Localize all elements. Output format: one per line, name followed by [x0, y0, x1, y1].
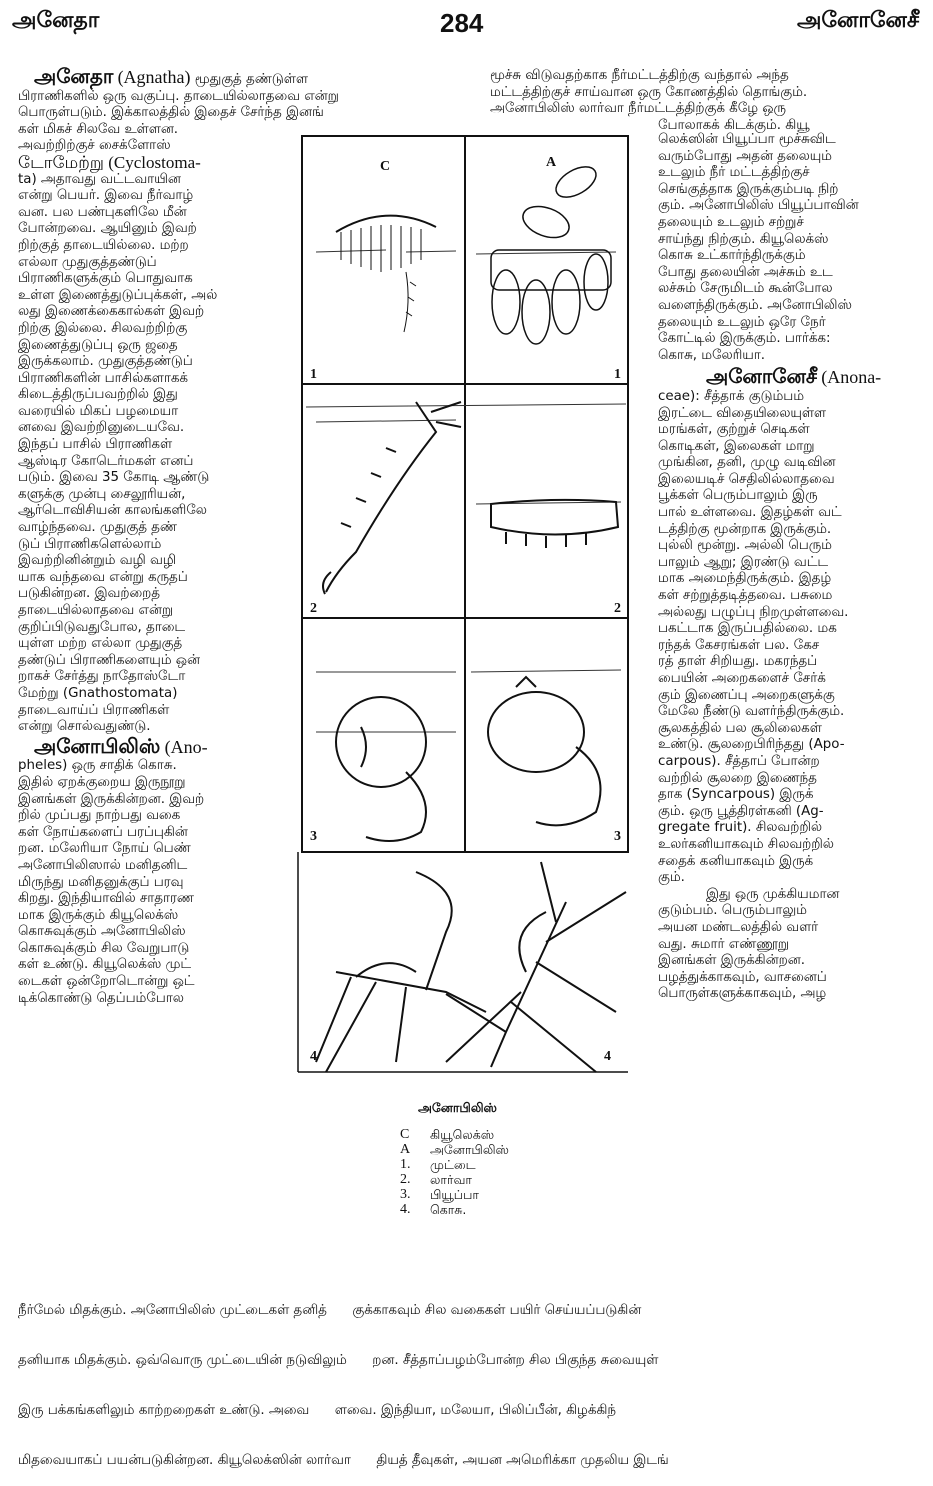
row-number-4-right: 4 [604, 1049, 611, 1064]
legend-label: கியூலெக்ஸ் [430, 1127, 495, 1142]
text-line: இணைத்துடுப்பு ஒரு ஜதை [18, 337, 178, 353]
text-line: பகட்டாக இருப்பதில்லை. மக [658, 621, 837, 637]
text-line: கொசுவுக்கும் சில வேறுபாடு [18, 940, 190, 956]
text-line: பிராணிகளுக்கும் பொதுவாக [18, 271, 193, 287]
text-line: மேலே நீண்டு வளர்ந்திருக்கும். [658, 704, 845, 720]
text-line: தாடைவாய்ப் பிராணிகள் [18, 702, 170, 718]
text-line: கொடிகள், இலைகள் மாறு [658, 438, 815, 454]
legend-label: கொசு. [430, 1202, 467, 1217]
text-line: இனங்கள் இருக்கின்றன. [658, 953, 805, 969]
text-line: ஆஸ்டிர கோடெர்மகள் எனப் [18, 453, 194, 469]
culex-egg-raft [336, 216, 436, 332]
text-line: றிற்குத் தாடையில்லை. மற்ற [18, 237, 189, 253]
text-line: போலாகக் கிடக்கும். கியூ [658, 117, 810, 133]
panel-label-c: C [380, 159, 391, 174]
page-number: 284 [440, 8, 484, 38]
text-line: பால் உள்ளவை. இதழ்கள் வட் [658, 505, 842, 521]
text-line: carpous). சீத்தாப் போன்ற [658, 753, 820, 769]
text-line: கும். அனோபிலிஸ் பியூப்பாவின் [658, 198, 859, 214]
text-line: தலையும் உடலும் சற்றுச் [658, 214, 804, 230]
text-line: இதில் ஏறக்குறைய இருநூறு [18, 774, 186, 790]
text-line: வரும்போது அதன் தலையும் [658, 148, 832, 164]
header-left-word: அனேதா [12, 8, 100, 33]
text-line: மரங்கள், குற்றுச் செடிகள் [658, 422, 810, 438]
legend-label: முட்டை [430, 1157, 476, 1172]
text-line: கிடைத்திருப்பவற்றில் இது [18, 387, 178, 403]
text-line: இரு பக்கங்களிலும் காற்றறைகள் உண்டு. அவை ளவை. இந்தியா, மலேயா, பிலிப்பீன், கிழக்கிந் [18, 1402, 616, 1418]
row-number-1-right: 1 [614, 367, 621, 382]
text-line: இலையடிச் செதிலில்லாதவை [658, 471, 835, 487]
entry-agnatha-latin: (Agnatha) [117, 67, 191, 87]
text-line: பொருள்படும். இக்காலத்தில் இதைச் சேர்ந்த இனங் [18, 105, 324, 121]
text-line: னவை இவற்றினுடையவே. [18, 420, 185, 436]
text-line: மாக இருக்கும் கியூலெக்ஸ் [18, 907, 179, 923]
text-line: றாகச் சேர்த்து நாதோஸ்டோ [18, 669, 186, 685]
text-line: குறிப்பிடுவதுபோல, தாடை [18, 619, 186, 635]
text-line: கள் மிகச் சிலவே உள்ளன. [18, 121, 179, 137]
entry-agnatha-title: அனேதா [34, 64, 114, 88]
text-line: கொசு, மலேரியா. [658, 347, 766, 363]
text-line: கொசு உட்கார்ந்திருக்கும் [658, 248, 806, 264]
entry-anopheles-latin: (Ano- [164, 736, 208, 757]
text-line: உலர்கனியாகவும் சிலவற்றில் [658, 836, 834, 852]
text-line: ஆர்டொவிசியன் காலங்களிலே [18, 503, 207, 519]
entry-anonaceae-heading [658, 364, 930, 389]
text-line: ரந்தக் கேசரங்கள் பல. கேச [658, 637, 820, 653]
text-line: எல்லா முதுகுத்தண்டுப் [18, 254, 157, 270]
text-line: தனியாக மிதக்கும். ஒவ்வொரு முட்டையின் நடுவிலும் றன. சீத்தாப்பழம்போன்ற சில பிகுந்த சுவையுள் [18, 1352, 659, 1368]
legend-item [400, 1172, 509, 1187]
text-line: லது இணைக்கைகால்கள் இவற் [18, 304, 205, 320]
text-line: றில் முப்பது நாற்பது வகை [18, 808, 181, 824]
text-line: பையின் அறைகளைச் சேர்க் [658, 671, 826, 686]
text-line: அவற்றிற்குச் சைக்ளோஸ் [18, 138, 171, 154]
text-line: இருக்கலாம். முதுகுத்தண்டுப் [18, 354, 193, 370]
text-line: கள் உண்டு. கியூலெக்ஸ் முட் [18, 957, 192, 973]
text-line: பூக்கள் பெரும்பாலும் இரு [658, 488, 818, 504]
text-line: சாய்ந்து நிற்கும். கியூலெக்ஸ் [658, 231, 829, 247]
text-line: இது ஒரு முக்கியமான [706, 886, 840, 902]
anopheles-pupa [488, 677, 601, 825]
text-line: pheles) ஒரு சாதிக் கொசு. [18, 758, 177, 774]
culex-pupa [336, 697, 426, 841]
text-line: கிறது. இந்தியாவில் சாதாரண [18, 891, 194, 907]
text-line: வாழ்ந்தவை. முதுகுத் தண் [18, 520, 177, 536]
row-number-1-left: 1 [310, 367, 317, 382]
panel-label-a: A [546, 155, 557, 170]
text-line: செங்குத்தாக இருக்கும்படி நிற் [658, 181, 839, 197]
text-line: புல்லி மூன்று. அல்லி பெரும் [658, 538, 832, 554]
text-line: கொசுவுக்கும் அனோபிலிஸ் [18, 924, 186, 940]
entry-anopheles-heading [18, 733, 298, 759]
text-line: இந்தப் பாசில் பிராணிகள் [18, 437, 173, 453]
text-line: அனோபிலிஸ் லார்வா நீர்மட்டத்திற்குக் கீழே ஒரு [490, 101, 786, 117]
text-line: இரட்டை விதையிலையுள்ள [658, 405, 826, 421]
text-line: ta) அதாவது வட்டவாயின [18, 171, 181, 187]
legend-key: 3. [400, 1187, 411, 1202]
text-line: யுள்ள மற்ற எல்லா முதுகுத் [18, 636, 183, 652]
right-column [658, 132, 930, 1003]
header-right-word: அனோனேசீ [796, 8, 919, 33]
entry-agnatha-heading [18, 64, 308, 89]
text-line: கும். [658, 870, 685, 886]
culex-larva [323, 402, 461, 594]
legend-key: 2. [400, 1172, 411, 1187]
text-line: என்று சொல்வதுண்டு. [18, 719, 151, 735]
text-line: யாக வந்தவை என்று கருதப் [18, 569, 188, 585]
left-column [18, 64, 339, 1007]
legend-label: பியூப்பா [430, 1187, 479, 1202]
entry-anonaceae-title: அனோனேசீ [706, 364, 817, 389]
text-line: இனங்கள் இருக்கின்றன. இவற் [18, 791, 205, 807]
text-line: றன. மலேரியா நோய் பெண் [18, 841, 191, 857]
text-line: gregate fruit). சிலவற்றில் [658, 820, 822, 836]
text-line: களுக்கு முன்பு சைலூரியன், [18, 486, 186, 502]
text-line: தாக (Syncarpous) இருக் [658, 787, 814, 803]
text-line: பிராணிகளின் பாசில்களாகக் [18, 370, 188, 386]
text-line: லச்சும் சேருமிடம் கூன்போல [658, 281, 833, 297]
text-line: உடலும் நீர் மட்டத்திற்குச் [658, 165, 810, 181]
text-line: கும். ஒரு பூத்திரள்கனி (Ag- [658, 803, 824, 819]
text-line: றிற்கு இல்லை. சிலவற்றிற்கு [18, 320, 188, 336]
anopheles-adult [446, 862, 626, 1072]
row-number-2-right: 2 [614, 601, 621, 616]
text-line: வது. சுமார் எண்ணூறு [658, 936, 789, 952]
text-line: போது தலையின் அச்சும் உட [658, 264, 833, 280]
legend-title: அனோபிலிஸ் [418, 1100, 497, 1115]
text-line: சூலகத்தில் பல சூலிலைகள் [658, 720, 822, 736]
culex-adult [316, 872, 506, 1072]
entry-anopheles-title: அனோபிலிஸ் [34, 733, 161, 758]
text-line: தாடையில்லாதவை என்று [18, 603, 174, 618]
mosquito-life-cycle-figure [296, 132, 636, 1084]
text-line: மூச்சு விடுவதற்காக நீர்மட்டத்திற்கு வந்தால் அந்த [490, 68, 789, 83]
text-line: டத்திற்கு மூன்றாக இருக்கும். [658, 521, 832, 537]
text-line: ceae): சீத்தாக் குடும்பம் [658, 388, 805, 404]
legend-label: அனோபிலிஸ் [430, 1142, 509, 1157]
text-line: பாலும் ஆறு; இரண்டு வட்ட [658, 554, 829, 570]
text-line: டிக்கொண்டு தெப்பம்போல [18, 990, 184, 1006]
text-line: முங்கின, தனி, முழு வடிவின [658, 455, 836, 471]
text-line: டுப் பிராணிகளெல்லாம் [18, 536, 162, 552]
legend-key: 1. [400, 1157, 411, 1172]
legend-item [400, 1157, 509, 1172]
figure-legend [400, 1100, 509, 1217]
text-line: படும். இவை 35 கோடி ஆண்டு [18, 470, 210, 486]
text-line: வன. பல பண்புகளிலே மீன் [18, 204, 187, 220]
text-line: மிதவையாகப் பயன்படுகின்றன. கியூலெக்ஸின் லார்வா தியத் தீவுகள், அயன அமெரிக்கா முதலிய இடங் [18, 1452, 669, 1468]
text-line: பிராணிகளில் ஒரு வகுப்பு. தாடையில்லாதவை என்று [18, 88, 339, 104]
row-number-4-left: 4 [310, 1049, 317, 1064]
text-line: மிருந்து மனிதனுக்குப் பரவு [18, 874, 184, 890]
text-line: பழத்துக்காகவும், வாசனைப் [658, 969, 827, 985]
row-number-3-right: 3 [614, 829, 621, 844]
text-line: இவற்றினின்றும் வழி வழி [18, 553, 176, 569]
text-line: கும் இணைப்பு அறைகளுக்கு [658, 687, 835, 703]
legend-item [400, 1127, 509, 1142]
text-line: உள்ள இணைத்துடுப்புக்கள், அல் [18, 287, 218, 303]
text-line: அல்லது பழுப்பு நிறமுள்ளவை. [658, 604, 849, 620]
text-line: லெக்ஸின் பியூப்பா மூச்சுவிட [658, 132, 836, 147]
text-line: டைகள் ஒன்றோடொன்று ஒட் [18, 974, 195, 990]
anopheles-larva [491, 500, 618, 548]
text-line: அயன மண்டலத்தில் வளர் [658, 919, 819, 935]
legend-label: லார்வா [430, 1172, 472, 1187]
text-line: வற்றில் சூலறை இணைந்த [658, 770, 817, 786]
text-line: மட்டத்திற்குச் சாய்வான ஒரு கோணத்தில் தொங்கும். [490, 84, 808, 100]
row-number-2-left: 2 [310, 601, 317, 616]
figure-drawing [296, 132, 636, 1084]
text-line: குடும்பம். பெரும்பாலும் [658, 903, 807, 919]
legend-key: 4. [400, 1202, 411, 1217]
legend-key: C [400, 1127, 410, 1142]
text-line: வரையில் மிகப் பழமையா [18, 403, 179, 419]
figure-bottom-frame [298, 852, 628, 1072]
text-line: கோட்டில் இருக்கும். பார்க்க: [658, 331, 831, 347]
right-column-top [490, 68, 930, 134]
text-line: படுகின்றன. இவற்றைத் [18, 586, 160, 602]
text-line: தண்டுப் பிராணிகளையும் ஒன் [18, 652, 201, 668]
text-line: பொருள்களுக்காகவும், அழ [658, 986, 827, 1002]
text-line: மாக அமைந்திருக்கும். இதழ் [658, 571, 832, 587]
text-line: கள் நோய்களைப் பரப்புகின் [18, 824, 188, 840]
legend-item [400, 1142, 509, 1157]
text-line: போன்றவை. ஆயினும் இவற் [18, 221, 197, 237]
bottom-lines [18, 1270, 930, 1486]
text-line: டோமேற்று (Cyclostoma- [18, 152, 201, 172]
text-line: சதைக் கனியாகவும் இருக் [658, 853, 814, 869]
text-line: தலையும் உடலும் ஒரே நேர் [658, 314, 826, 330]
legend-item [400, 1187, 509, 1202]
row-number-3-left: 3 [310, 829, 317, 844]
text-line: என்று பெயர். இவை நீர்வாழ் [18, 188, 194, 204]
text-line: உண்டு. சூலறைபிரிந்தது (Apo- [658, 737, 845, 753]
text-line: அனோபிலிஸால் மனிதனிட [18, 857, 188, 873]
text-line: மேற்று (Gnathostomata) [18, 685, 178, 701]
legend-item [400, 1202, 509, 1217]
text-line: கள் சற்றுத்தடித்தவை. பசுமை [658, 588, 833, 604]
text-line: ரத் தாள் சிறியது. மகரந்தப் [658, 654, 818, 670]
text-line: வளைந்திருக்கும். அனோபிலிஸ் [658, 297, 852, 313]
text-line: மூதுகுத் தண்டுள்ள [194, 72, 308, 87]
legend-key: A [400, 1142, 411, 1157]
text-line: நீர்மேல் மிதக்கும். அனோபிலிஸ் முட்டைகள் தனித் குக்காகவும் சில வகைகள் பயிர் செய்யப்படுகின் [18, 1303, 642, 1319]
entry-anonaceae-latin: (Anona- [821, 367, 882, 388]
